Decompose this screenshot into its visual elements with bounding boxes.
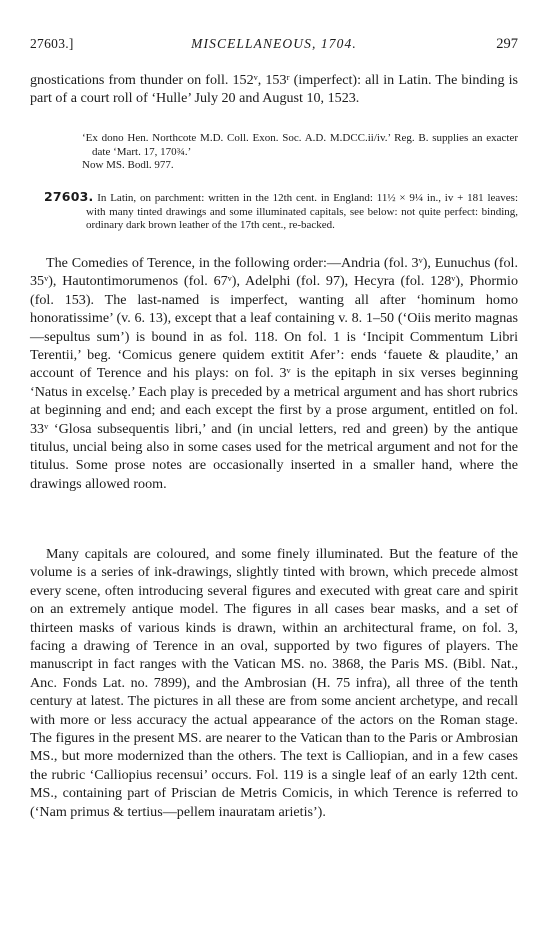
contents-paragraph [30,254,518,493]
contents-text: The Comedies of Terence, in the following order:—Andria (fol. 3ᵛ), Eunuchus (fol. 35ᵛ), Hautontimorumenos (fol. 67ᵛ), Adelphi (fol. 97), Hecyra (fol. 128ᵛ), Phormio (fol. 153). The last-named is imperfect, wanting all after ‘hominum homo honoratissime’ (v. 6. 13), except that a leaf containing v. 8. 1–50 (‘Oiis merito magnas—sepultus sum’) is bound in as fol. 118. On fol. 1 is ‘Incipit Commentum Libri Terentii,’ beg. ‘Comicus genere quidem extitit Afer’: ends ‘fauete & plaudite,’ an account of Terence and his plays: on fol. 3ᵛ is the epitaph in six verses beginning ‘Natus in excelsę.’ Each play is preceded by a metrical argument and has short rubrics at beginning and end; and each except the first by a prose argument, entitled on fol. 33ᵛ ‘Glosa subsequentis libri,’ and (in uncial letters, red and green) by the antique titulus, uncial being also in some cases used for the metrical argument and not for the titulus. Some prose notes are occasionally inserted in a smaller hand, where the drawings allowed room. [30,255,518,492]
illustrations-text: Many capitals are coloured, and some finely illuminated. But the feature of the volume is a series of ink-drawings, slightly tinted with brown, which precede almost every scene, often introducing several figures and executed with great care and spirit on an extremely antique model. The figures in all cases bear masks, and a set of thirteen masks of various kinds is drawn, within an architectural frame, on fol. 3, facing a drawing of Terence in an oval, supported by two figures of players. The manuscript in fact ranges with the Vatican MS. no. 3868, the Paris MS. (Bibl. Nat., Anc. Fonds Lat. no. 7899), and the Ambrosian (H. 75 infra), all three of the tenth century at latest. The pictures in all these are from some ancient archetype, and recall with more or less accuracy the actual appearance of the actors on the Roman stage. The figures in the present MS. are nearer to the Vatican than to the Paris or Ambrosian MS., but more modernized than the others. The text is Calliopian, and in a few cases the rubric ‘Calliopius recensui’ occurs. Fol. 119 is a single leaf of an early 12th cent. MS., containing part of Priscian de Metris Comicis, in which Terence is referred to (‘Nam primus & tertius—pellem inauratam arietis’). [30,546,518,820]
provenance-notes [30,132,518,173]
continuation-text: gnostications from thunder on foll. 152ᵛ, 153ʳ (imperfect): all in Latin. The binding is part of a court roll of ‘Hulle’ July 20 and August 10, 1523. [30,72,518,107]
illustrations-paragraph [30,545,518,821]
page-number: 297 [496,36,518,52]
provenance-note: ‘Ex dono Hen. Northcote M.D. Coll. Exon. Soc. A.D. M.DCC.ii/iv.’ Reg. B. supplies an exacter date ‘Mart. 17, 170¾.’ [82,132,518,158]
header-entry-range: 27603.] [30,36,74,51]
shelfmark-note: Now MS. Bodl. 977. [82,159,174,172]
running-header [30,36,518,58]
catalogue-entry-description [30,190,518,233]
entry-physical-description: In Latin, on parchment: written in the 12th cent. in England: 11½ × 9¼ in., iv + 181 leaves: with many tinted drawings and some illuminated capitals, see below: not quite perfect: binding, ordinary dark brown leather of the 17th cent., re-backed. [86,192,519,232]
continuation-paragraph [30,71,518,108]
header-title: MISCELLANEOUS, 1704. [191,36,357,51]
entry-description [30,190,518,233]
entry-number: 27603. [44,189,94,204]
